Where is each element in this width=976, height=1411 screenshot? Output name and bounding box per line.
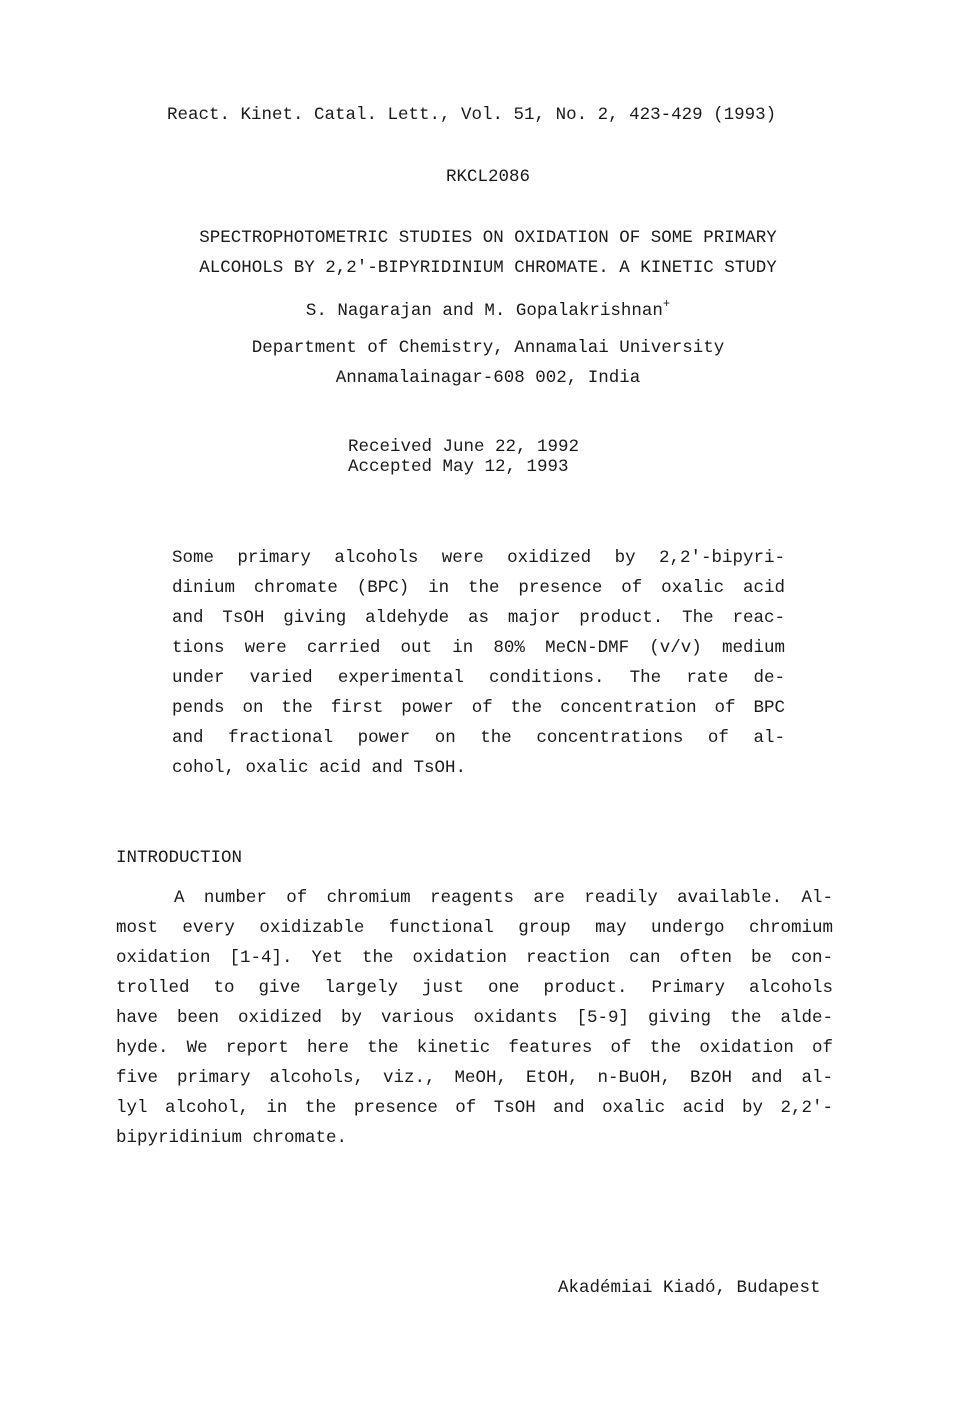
accepted-date: Accepted May 12, 1993 (348, 457, 569, 477)
intro-line: have been oxidized by various oxidants [5-9] giving the alde- (116, 1008, 833, 1028)
intro-line: A number of chromium reagents are readily available. Al- (174, 888, 833, 908)
intro-line: lyl alcohol, in the presence of TsOH and oxalic acid by 2,2'- (116, 1098, 833, 1118)
intro-line: bipyridinium chromate. (116, 1128, 348, 1148)
title-line-2: ALCOHOLS BY 2,2'-BIPYRIDINIUM CHROMATE. A KINETIC STUDY (199, 258, 777, 278)
affiliation-line-1: Department of Chemistry, Annamalai University (251, 338, 725, 358)
article-id: RKCL2086 (445, 167, 530, 187)
abstract-line: cohol, oxalic acid and TsOH. (172, 758, 467, 778)
title-line-1: SPECTROPHOTOMETRIC STUDIES ON OXIDATION OF SOME PRIMARY (199, 228, 777, 248)
abstract-line: Some primary alcohols were oxidized by 2,2'-bipyri- (172, 548, 785, 568)
intro-line: oxidation [1-4]. Yet the oxidation reaction can often be con- (116, 948, 833, 968)
intro-line: trolled to give largely just one product. Primary alcohols (116, 978, 833, 998)
abstract-line: and fractional power on the concentrations of al- (172, 728, 785, 748)
author-names: S. Nagarajan and M. Gopalakrishnan (305, 301, 663, 321)
abstract-line: under varied experimental conditions. The rate de- (172, 668, 785, 688)
affiliation-line-2: Annamalainagar-608 002, India (335, 368, 641, 388)
journal-citation: React. Kinet. Catal. Lett., Vol. 51, No. 2, 423-429 (1993) (167, 105, 777, 125)
abstract-line: tions were carried out in 80% MeCN-DMF (v/v) medium (172, 638, 785, 658)
abstract-line: dinium chromate (BPC) in the presence of oxalic acid (172, 578, 785, 598)
abstract-line: pends on the first power of the concentration of BPC (172, 698, 785, 718)
intro-line: most every oxidizable functional group may undergo chromium (116, 918, 833, 938)
received-date: Received June 22, 1992 (348, 437, 580, 457)
corresponding-author-mark: + (662, 297, 671, 311)
abstract-line: and TsOH giving aldehyde as major product. The reac- (172, 608, 785, 628)
publisher: Akadémiai Kiadó, Budapest (558, 1278, 821, 1298)
authors (0, 297, 976, 321)
intro-line: five primary alcohols, viz., MeOH, EtOH, n-BuOH, BzOH and al- (116, 1068, 833, 1088)
intro-line: hyde. We report here the kinetic features of the oxidation of (116, 1038, 833, 1058)
section-heading-introduction: INTRODUCTION (116, 848, 243, 868)
